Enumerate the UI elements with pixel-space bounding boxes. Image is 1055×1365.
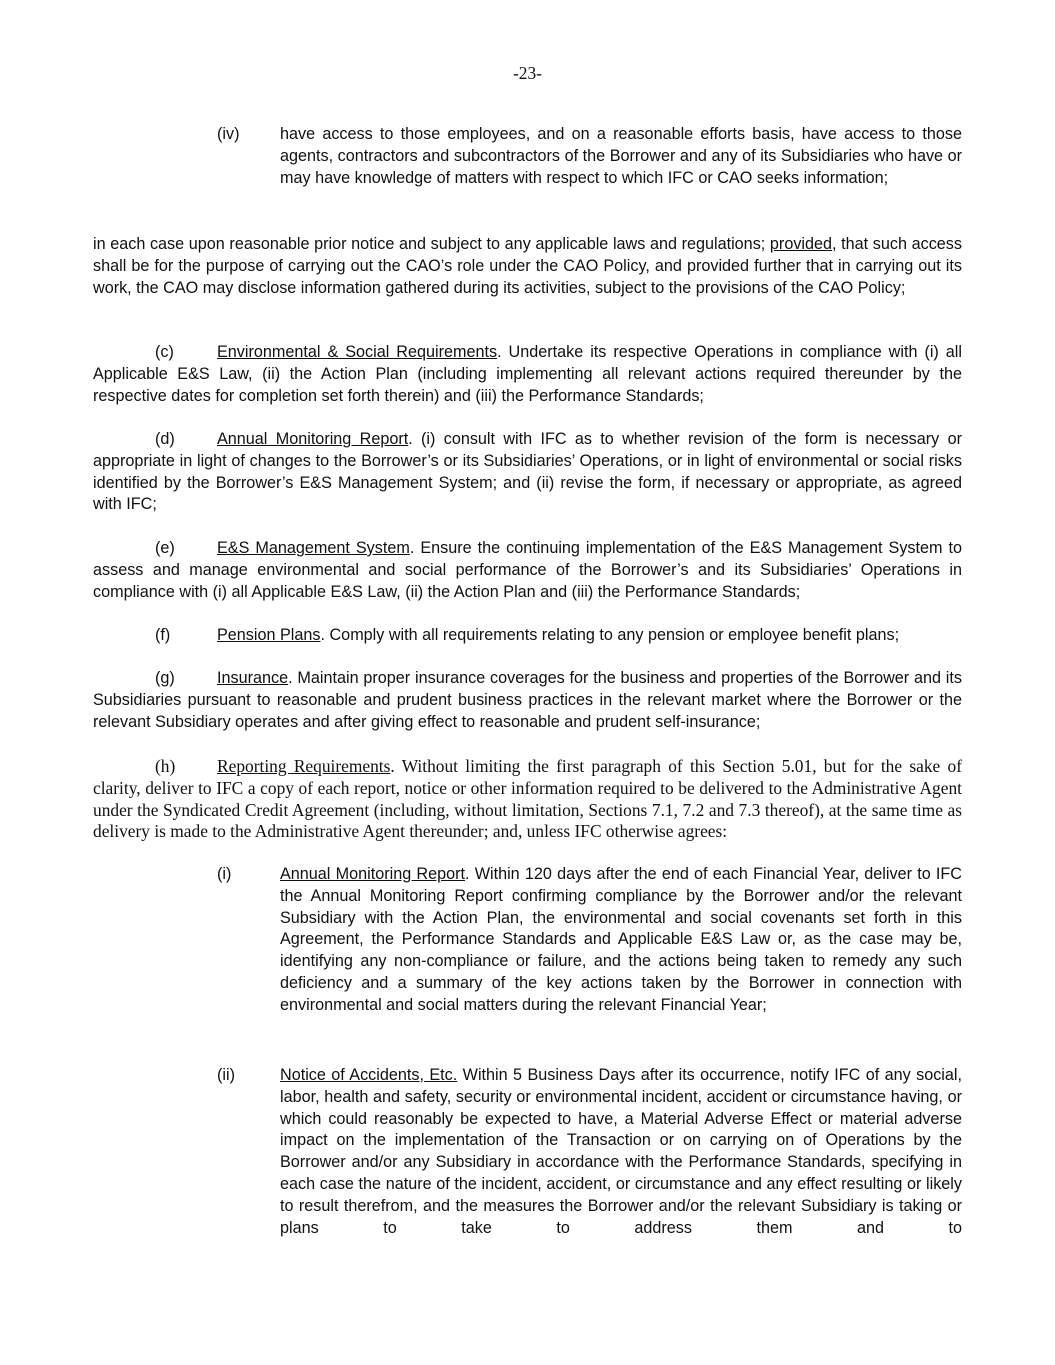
item-iv-label: (iv) <box>217 125 240 143</box>
closing-after: , that such access shall be for the purpose of carrying out the CAO’s role under the CAO Policy, and provided further that in carrying out its work, the CAO may disclose information gathered during its activities, subject to the provisions of the CAO Policy; <box>93 235 962 297</box>
closing-before: in each case upon reasonable prior notice and subject to any applicable laws and regulations; <box>93 235 770 253</box>
section-f-text: . Comply with all requirements relating to any pension or employee benefit plans; <box>320 626 900 644</box>
section-f-heading: Pension Plans <box>217 626 321 644</box>
section-h-heading: Reporting Requirements <box>217 756 391 776</box>
item-iv-text: have access to those employees, and on a reasonable efforts basis, have access to those agents, contractors and subcontractors of the Borrower and any of its Subsidiaries who have or may have knowledge of matters with respect to which IFC or CAO seeks information; <box>280 125 962 187</box>
section-g-label: (g) <box>155 669 175 687</box>
sub-item-i-heading: Annual Monitoring Report <box>280 865 465 883</box>
section-d-text: . (i) consult with IFC as to whether revision of the form is necessary or appropriate in light of changes to the Borrower’s or its Subsidiaries’ Operations, or in light of environmental or social risks identified by the Borrower’s E&S Management System; and (ii) revise the form, if necessary or appropriate, as agreed with IFC; <box>93 430 962 514</box>
page-number: -23- <box>513 63 542 83</box>
closing-paragraph <box>93 234 962 299</box>
section-g-text: . Maintain proper insurance coverages for the business and properties of the Borrower and its Subsidiaries pursuant to reasonable and prudent business practices in the relevant market where the Borrower or the relevant Subsidiary operates and after giving effect to reasonable and prudent self-insurance; <box>93 669 962 731</box>
section-h-text: . Without limiting the first paragraph of this Section 5.01, but for the sake of clarity, deliver to IFC a copy of each report, notice or other information required to be delivered to the Administrative Agent under the Syndicated Credit Agreement (including, without limitation, Sections 7.1, 7.2 and 7.3 thereof), at the same time as delivery is made to the Administrative Agent thereunder; and, unless IFC otherwise agrees: <box>93 756 963 842</box>
section-f-label: (f) <box>155 626 171 644</box>
section-d <box>93 429 962 516</box>
sub-item-i-label: (i) <box>217 865 232 883</box>
section-e-label: (e) <box>155 539 175 557</box>
section-e <box>93 538 962 603</box>
section-e-text: . Ensure the continuing implementation of the E&S Management System to assess and manage environmental and social performance of the Borrower’s and its Subsidiaries’ Operations in compliance with (i) all Applicable E&S Law, (ii) the Action Plan and (iii) the Performance Standards; <box>93 539 963 601</box>
provided-term: provided <box>769 235 833 253</box>
section-c-heading: Environmental & Social Requirements <box>217 343 498 361</box>
section-c <box>93 342 962 407</box>
sub-item-ii-heading: Notice of Accidents, Etc. <box>280 1066 458 1084</box>
section-h-label: (h) <box>155 756 176 776</box>
section-d-label: (d) <box>155 430 175 448</box>
sub-item-ii-label: (ii) <box>217 1066 235 1084</box>
section-d-heading: Annual Monitoring Report <box>217 430 409 448</box>
section-g-heading: Insurance <box>217 669 289 687</box>
section-c-label: (c) <box>155 343 174 361</box>
section-g <box>93 668 962 733</box>
sub-item-ii-body: Within 5 Business Days after its occurrence, notify IFC of any social, labor, health and safety, security or environmental incident, accident or circumstance having, or which could reasonably be expected to have, a Material Adverse Effect or material adverse impact on the implementation of the Transaction or on carrying on of Operations by the Borrower and/or any Subsidiary in accordance with the Performance Standards, specifying in each case the nature of the incident, accident, or circumstance and any effect resulting or likely to result therefrom, and the measures the Borrower and/or the relevant Subsidiary is taking or plans to take to address them and to <box>280 1066 962 1237</box>
section-c-text: . Undertake its respective Operations in compliance with (i) all Applicable E&S Law, (ii) the Action Plan (including implementing all relevant actions required thereunder by the respective dates for completion set forth therein) and (iii) the Performance Standards; <box>93 343 962 405</box>
section-f <box>93 625 962 647</box>
sub-item-i-text <box>280 864 962 1017</box>
section-e-heading: E&S Management System <box>217 539 410 557</box>
sub-item-ii-text <box>280 1065 962 1239</box>
section-h <box>93 756 962 843</box>
sub-item-i-body: . Within 120 days after the end of each Financial Year, deliver to IFC the Annual Monitoring Report confirming compliance by the Borrower and/or the relevant Subsidiary with the Action Plan, the environmental and social covenants set forth in this Agreement, the Performance Standards and Applicable E&S Law or, as the case may be, identifying any non-compliance or failure, and the actions being taken to remedy any such deficiency and a summary of the key actions taken by the Borrower in connection with environmental and social matters during the relevant Financial Year; <box>280 865 962 1014</box>
